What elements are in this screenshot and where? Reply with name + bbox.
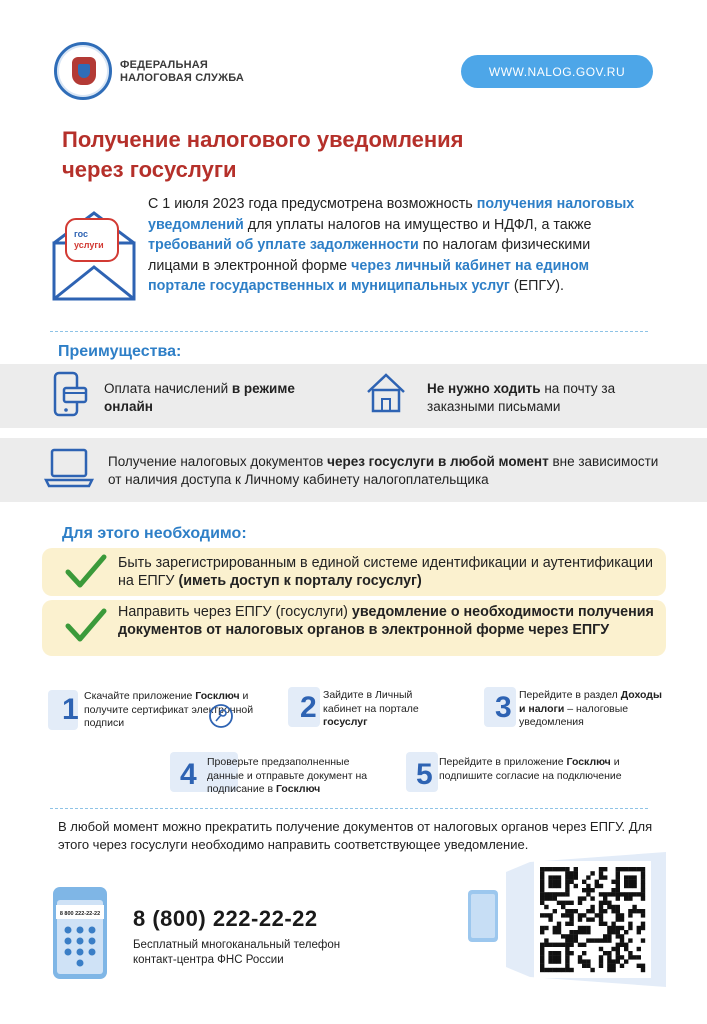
laptop-icon bbox=[44, 446, 94, 490]
hotline-caption bbox=[133, 938, 340, 968]
shield-icon bbox=[78, 64, 90, 78]
intro-paragraph bbox=[148, 194, 643, 297]
phone-icon bbox=[52, 886, 108, 980]
divider-1 bbox=[50, 331, 648, 332]
gosuslugi-logo-line2: услуги bbox=[74, 240, 104, 250]
phone-screen-number: 8 800 222-22-22 bbox=[59, 911, 101, 917]
step-1-number: 1 bbox=[62, 693, 79, 726]
advantage-1-bold: в режиме онлайн bbox=[104, 381, 295, 414]
requirement-1-bold: (иметь доступ к порталу госуслуг) bbox=[178, 573, 422, 589]
house-icon bbox=[364, 370, 408, 414]
requirements-title: Для этого необходимо: bbox=[62, 525, 247, 542]
intro-text-2: для уплаты налогов на имущество и НДФЛ, а также bbox=[243, 216, 592, 233]
step-3-text bbox=[519, 689, 669, 730]
envelope-fold bbox=[54, 267, 134, 299]
step-4-text-a: Проверьте предзаполненные данные и отправьте документ на подписание в bbox=[207, 756, 368, 795]
mobile-payment-icon bbox=[52, 370, 88, 420]
intro-highlight-3: через личный кабинет на едином портале государственных и муниципальных услуг bbox=[148, 257, 590, 294]
step-5-number: 5 bbox=[416, 758, 433, 791]
advantage-online-payment bbox=[104, 380, 344, 416]
advantage-any-time bbox=[108, 453, 668, 489]
intro-highlight-1: получения налоговых уведомлений bbox=[148, 196, 635, 233]
advantages-title: Преимущества: bbox=[58, 343, 182, 360]
step-3-text-b: – налоговые уведомления bbox=[519, 702, 629, 728]
step-5-text bbox=[439, 756, 639, 783]
gosuslugi-logo-line1: гос bbox=[74, 229, 89, 239]
intro-text-3: по налогам физическими лицами в электронной форме bbox=[148, 237, 591, 274]
note-text: В любой момент можно прекратить получение документов от налоговых органов через ЕПГУ. Для этого через госуслуги необходимо направить соответствующее уведомление. bbox=[58, 819, 653, 852]
advantage-2-text: на почту за заказными письмами bbox=[427, 381, 616, 414]
check-icon bbox=[64, 606, 108, 646]
requirement-1 bbox=[118, 554, 658, 590]
requirement-1-text: Быть зарегистрированным в единой системе идентификации и аутентификации на ЕПГУ bbox=[118, 555, 653, 589]
page-title bbox=[62, 125, 582, 185]
title-line1: Получение налогового уведомления bbox=[62, 127, 464, 152]
intro-text-4: (ЕПГУ). bbox=[509, 278, 564, 294]
hotline-caption-line2: контакт-центра ФНС России bbox=[133, 954, 284, 966]
step-3-bold: Доходы и налоги bbox=[519, 689, 662, 715]
hotline-caption-line1: Бесплатный многоканальный телефон bbox=[133, 939, 341, 951]
org-name bbox=[120, 59, 244, 85]
step-2-bold: госуслуг bbox=[323, 716, 368, 728]
requirement-2-bold: уведомление о необходимости получения документов от налоговых органов в электронной форме через ЕПГУ bbox=[118, 604, 654, 638]
step-5-text-a: Перейдите в приложение bbox=[439, 756, 567, 768]
qr-code[interactable] bbox=[534, 861, 651, 978]
step-3-text-a: Перейдите в раздел bbox=[519, 689, 621, 701]
advantage-3-text-1: Получение налоговых документов bbox=[108, 454, 328, 469]
step-2-text-a: Зайдите в Личный кабинет на портале bbox=[323, 689, 419, 715]
org-name-line2: НАЛОГОВАЯ СЛУЖБА bbox=[120, 72, 245, 84]
requirement-2-text: Направить через ЕПГУ (госуслуги) bbox=[118, 604, 352, 620]
step-3-number: 3 bbox=[495, 691, 512, 724]
website-link[interactable]: WWW.NALOG.GOV.RU bbox=[461, 55, 653, 88]
advantage-3-text-2: вне зависимости от наличия доступа к Личному кабинету налогоплательщика bbox=[108, 454, 659, 487]
title-line2: через госуслуги bbox=[62, 157, 237, 182]
intro-text-1: С 1 июля 2023 года предусмотрена возможность bbox=[148, 196, 477, 212]
step-4-bold: Госключ bbox=[275, 783, 321, 795]
advantage-no-post bbox=[427, 380, 667, 416]
step-5-text-b: и подпишите согласие на подключение bbox=[439, 756, 622, 782]
advantage-3-bold: через госуслуги в любой момент bbox=[327, 454, 549, 469]
advantage-1-text: Оплата начислений bbox=[104, 381, 232, 396]
intro-highlight-2: требований об уплате задолженности bbox=[148, 237, 419, 253]
step-2-number: 2 bbox=[300, 691, 317, 724]
step-4-number: 4 bbox=[180, 758, 197, 791]
requirement-2 bbox=[118, 603, 658, 639]
step-1-bold: Госключ bbox=[195, 690, 240, 702]
step-5-bold: Госключ bbox=[566, 756, 611, 768]
hotline-phone[interactable]: 8 (800) 222-22-22 bbox=[133, 906, 318, 931]
key-icon bbox=[208, 703, 234, 729]
step-1-text-a: Скачайте приложение bbox=[84, 690, 196, 702]
step-1-text-b: и получите сертификат электронной подписи bbox=[84, 690, 254, 729]
envelope-gosuslugi-icon bbox=[50, 205, 140, 303]
org-name-line1: ФЕДЕРАЛЬНАЯ bbox=[120, 59, 208, 71]
step-2-text bbox=[323, 689, 433, 730]
advantage-2-bold: Не нужно ходить bbox=[427, 381, 541, 396]
qr-code-panel bbox=[466, 852, 666, 987]
divider-2 bbox=[50, 808, 648, 809]
step-4-text bbox=[207, 756, 372, 797]
check-icon bbox=[64, 552, 108, 592]
fns-emblem-logo bbox=[54, 42, 112, 100]
